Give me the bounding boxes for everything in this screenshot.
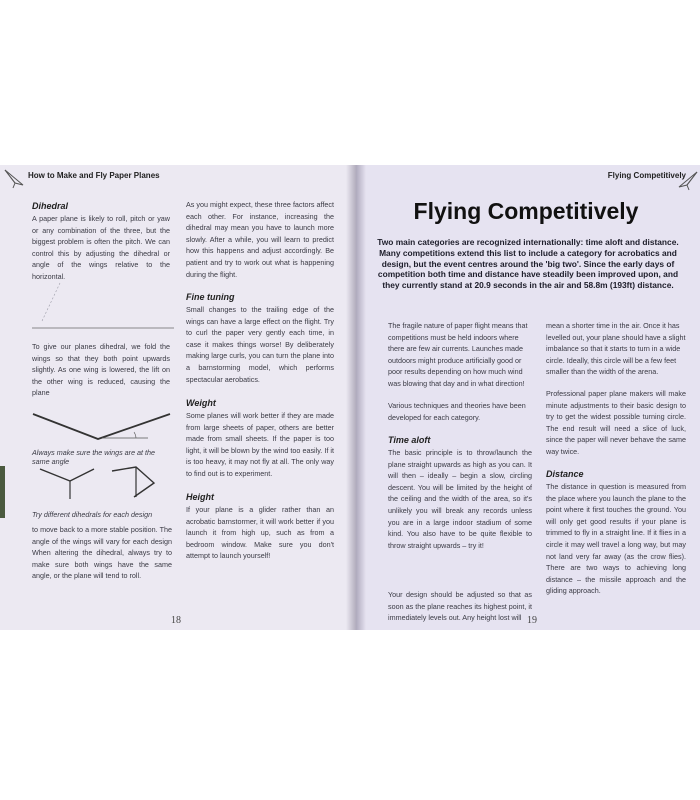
factors-intro-text: As you might expect, these three factors affect each other. For instance, increasing the dihedral may mean you have to launch more slowly. After a while, you will learn to predict how this happens and adjust accordingly. Be patient and try to work out what is happening during the flight. xyxy=(186,200,334,279)
dihedral-line-diagram xyxy=(30,275,176,335)
dihedral-fold-text: To give our planes dihedral, we fold the wings so that they both point upwards slightly. As one wing is lowered, the lift on the other wing is reduced, causing the plane xyxy=(32,342,170,398)
heading-dihedral: Dihedral xyxy=(32,201,69,211)
heading-fine-tuning: Fine tuning xyxy=(186,292,235,302)
left-page xyxy=(0,165,356,630)
col1-techniques-text: Various techniques and theories have been developed for each category. xyxy=(388,401,526,422)
paper-plane-icon xyxy=(3,167,25,189)
design-adjustment-text: Your design should be adjusted so that as soon as the plane reaches its highest point, it immediately levels out. Any height lost will xyxy=(388,590,532,623)
height-text: If your plane is a glider rather than an acrobatic barnstormer, it will work better if you launch it from high up, such as from a bedroom window. Make sure you don't attempt to launch yourself! xyxy=(186,505,334,561)
heading-distance: Distance xyxy=(546,469,584,479)
distance-text: The distance in question is measured from the place where you launch the plane to the point where it first touches the ground. You will only get good results if your plane is trimmed to fly in a straight line. If it flies in a circle it may well travel a long way, but may not land very far away (as the crow flies). There are two ways to achieving long distance – the missile approach and the gliding approach. xyxy=(546,482,686,596)
right-page xyxy=(356,165,700,630)
col2-professional-text: Professional paper plane makers will make minute adjustments to their basic design to try to get the widest possible turning circle. The end result will need a slice of luck, since the paper will never behave the same way twice. xyxy=(546,389,686,456)
running-header-left: How to Make and Fly Paper Planes xyxy=(28,171,160,180)
fine-tuning-text: Small changes to the trailing edge of the wings can have a large effect on the flight. Try to curl the paper very gently each time, in case it makes things worse! By deliberately making large curls, you can turn the plane into a barnstorming model, which performs spectacular aerobatics. xyxy=(186,305,334,384)
weight-text: Some planes will work better if they are made from large sheets of paper, others are better made from small sheets. If the paper is too light, it will be blown by the wind too easily. If it is too heavy, it may not fly at all. The only way to find out is to experiment. xyxy=(186,411,334,478)
wings-angle-diagram xyxy=(30,411,176,445)
open-book xyxy=(0,165,700,630)
book-spine-shadow xyxy=(346,165,366,630)
page-number-left: 18 xyxy=(171,615,181,626)
page-title: Flying Competitively xyxy=(413,198,639,224)
lead-paragraph: Two main categories are recognized internationally: time aloft and distance. Many competitions extend this list to include a category for acrobatics and design, but the event centres around the 'big two'. Since the early days of competition both time and distance have steadily been improved upon, and they currently stand at 20.9 seconds in the air and 58.8m (193ft) distance. xyxy=(377,237,679,291)
page-number-right: 19 xyxy=(527,615,537,626)
dihedral-continuation-text: to move back to a more stable position. The angle of the wings will vary for each design When altering the dihedral, always try to make sure both wings have the same angle, or the plane will tend to roll. xyxy=(32,525,172,581)
heading-time-aloft: Time aloft xyxy=(388,435,431,445)
heading-height: Height xyxy=(186,492,214,502)
col1-intro-text: The fragile nature of paper flight means that competitions must be held indoors where there are few air currents. Launches made outdoors might produce artificially good or poor results depending on how much wind was blowing that day and in what direction! xyxy=(388,321,528,388)
running-header-right: Flying Competitively xyxy=(607,171,686,180)
col2-levelled-text: mean a shorter time in the air. Once it has levelled out, your plane should have a slight imbalance so that it starts to turn in a wide circle. Ideally, this circle will be a few feet smaller than the width of the arena. xyxy=(546,321,686,377)
bookmark-tab xyxy=(0,466,5,518)
dihedral-text: A paper plane is likely to roll, pitch or yaw or any combination of the three, but the biggest problem is often the pitch. We can control this by adjusting the dihedral or angle of the wings relative to the horizontal. xyxy=(32,214,170,281)
heading-weight: Weight xyxy=(186,398,216,408)
time-aloft-text: The basic principle is to throw/launch the plane straight upwards as high as you can. It will then – ideally – begin a slow, circling descent. You will be limited by the height of the ceiling and the width of the area, so it's unlikely you will break any records unless you are in a large indoor stadium of some kind. You also have to be quite flexible to throw straight upwards – try it! xyxy=(388,448,532,550)
caption-wings-angle: Always make sure the wings are at the same angle xyxy=(32,448,156,466)
dihedral-variations-diagram xyxy=(38,465,168,501)
paper-plane-icon xyxy=(677,169,699,191)
caption-dihedrals: Try different dihedrals for each design xyxy=(32,510,153,519)
